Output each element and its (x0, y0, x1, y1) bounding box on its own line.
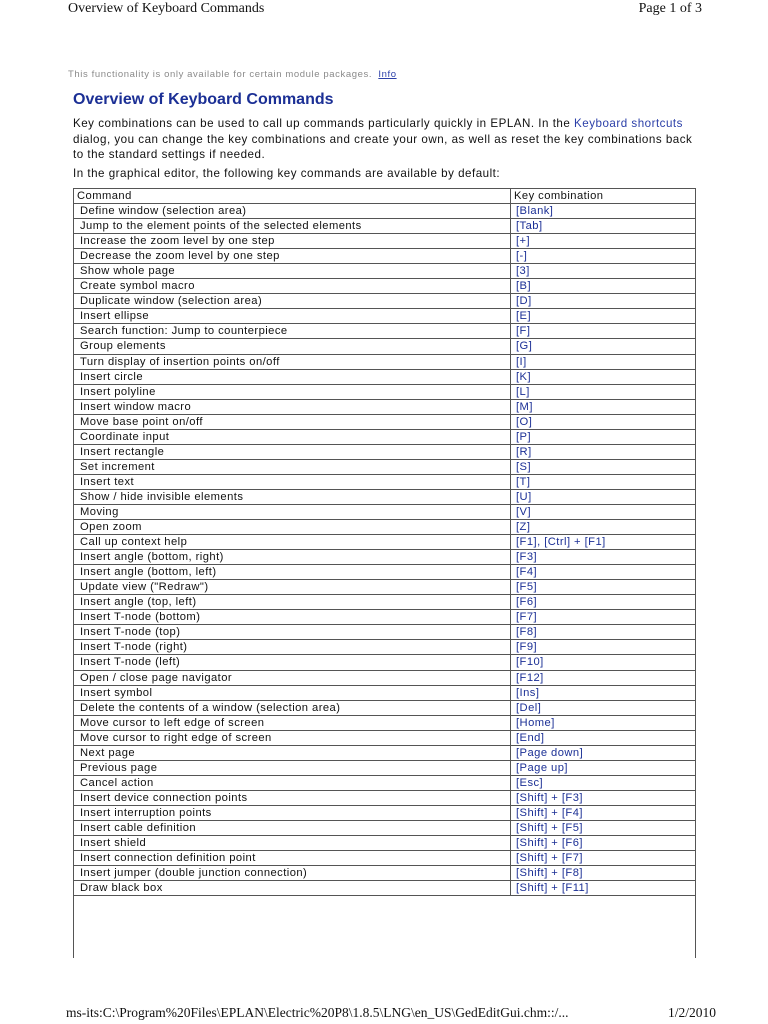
key-combination-cell: [K] (511, 369, 696, 384)
intro-paragraph (73, 116, 698, 163)
table-row (74, 866, 696, 881)
command-cell: Show whole page (74, 264, 511, 279)
print-footer-url: ms-its:C:\Program%20Files\EPLAN\Electric%20P8\1.8.5\LNG\en_US\GedEditGui.chm::/... (66, 1005, 569, 1020)
key-combination-cell: [Shift] + [F5] (511, 820, 696, 835)
command-cell: Move base point on/off (74, 414, 511, 429)
key-combination-cell: [F] (511, 324, 696, 339)
command-cell: Insert ellipse (74, 309, 511, 324)
command-cell: Draw black box (74, 881, 511, 896)
command-cell: Insert T-node (right) (74, 640, 511, 655)
key-combination-cell: [M] (511, 399, 696, 414)
key-combination-cell: [End] (511, 730, 696, 745)
key-combination-cell: [Shift] + [F4] (511, 805, 696, 820)
table-row (74, 851, 696, 866)
table-row (74, 790, 696, 805)
command-cell: Insert device connection points (74, 790, 511, 805)
key-combination-cell: [Page down] (511, 745, 696, 760)
command-cell: Insert shield (74, 836, 511, 851)
table-row (74, 279, 696, 294)
command-cell: Decrease the zoom level by one step (74, 249, 511, 264)
module-note-text: This functionality is only available for certain module packages. (68, 69, 373, 80)
key-combination-cell: [F8] (511, 625, 696, 640)
key-combination-cell: [Esc] (511, 775, 696, 790)
table-row (74, 881, 696, 896)
key-combination-cell: [Shift] + [F11] (511, 881, 696, 896)
print-header-page: Page 1 of 3 (638, 1, 702, 16)
command-cell: Show / hide invisible elements (74, 489, 511, 504)
table-row (74, 294, 696, 309)
command-cell: Insert interruption points (74, 805, 511, 820)
key-combination-cell: [F6] (511, 595, 696, 610)
table-row (74, 775, 696, 790)
table-row (74, 354, 696, 369)
command-cell: Insert polyline (74, 384, 511, 399)
command-cell: Move cursor to right edge of screen (74, 730, 511, 745)
key-combination-cell: [Tab] (511, 219, 696, 234)
table-row (74, 219, 696, 234)
table-row (74, 670, 696, 685)
command-cell: Group elements (74, 339, 511, 354)
command-cell: Moving (74, 504, 511, 519)
info-link[interactable]: Info (378, 69, 397, 80)
table-row (74, 640, 696, 655)
table-row (74, 204, 696, 219)
table-row (74, 685, 696, 700)
table-row (74, 264, 696, 279)
key-combination-cell: [S] (511, 459, 696, 474)
table-row (74, 474, 696, 489)
key-combination-cell: [F5] (511, 580, 696, 595)
command-cell: Previous page (74, 760, 511, 775)
key-combination-cell: [F12] (511, 670, 696, 685)
command-cell: Call up context help (74, 535, 511, 550)
key-combination-cell: [V] (511, 504, 696, 519)
key-combination-cell: [L] (511, 384, 696, 399)
key-combination-cell: [G] (511, 339, 696, 354)
table-row (74, 384, 696, 399)
intro-text-before: Key combinations can be used to call up commands particularly quickly in EPLAN. In the (73, 117, 575, 130)
key-combination-cell: [U] (511, 489, 696, 504)
command-cell: Insert T-node (left) (74, 655, 511, 670)
table-row (74, 309, 696, 324)
keyboard-commands-table (73, 188, 696, 896)
table-row (74, 805, 696, 820)
print-header-title: Overview of Keyboard Commands (68, 1, 265, 16)
table-row (74, 489, 696, 504)
table-row (74, 715, 696, 730)
table-row (74, 700, 696, 715)
key-combination-cell: [F9] (511, 640, 696, 655)
key-combination-cell: [O] (511, 414, 696, 429)
key-combination-cell: [Ins] (511, 685, 696, 700)
page-title: Overview of Keyboard Commands (73, 91, 334, 108)
command-cell: Open zoom (74, 520, 511, 535)
command-cell: Turn display of insertion points on/off (74, 354, 511, 369)
command-cell: Coordinate input (74, 429, 511, 444)
table-row (74, 836, 696, 851)
table-row (74, 610, 696, 625)
key-combination-cell: [P] (511, 429, 696, 444)
key-combination-cell: [-] (511, 249, 696, 264)
command-cell: Insert window macro (74, 399, 511, 414)
table-row (74, 444, 696, 459)
command-cell: Define window (selection area) (74, 204, 511, 219)
command-cell: Set increment (74, 459, 511, 474)
command-cell: Insert T-node (bottom) (74, 610, 511, 625)
key-combination-cell: [Shift] + [F3] (511, 790, 696, 805)
table-row (74, 760, 696, 775)
table-row (74, 399, 696, 414)
table-row (74, 324, 696, 339)
table-row (74, 520, 696, 535)
command-cell: Insert text (74, 474, 511, 489)
command-cell: Create symbol macro (74, 279, 511, 294)
command-cell: Cancel action (74, 775, 511, 790)
key-combination-cell: [F3] (511, 550, 696, 565)
key-combination-cell: [Blank] (511, 204, 696, 219)
table-row (74, 565, 696, 580)
table-row (74, 595, 696, 610)
table-row (74, 339, 696, 354)
column-header-key-combination: Key combination (511, 189, 696, 204)
command-cell: Next page (74, 745, 511, 760)
key-combination-cell: [Shift] + [F6] (511, 836, 696, 851)
command-cell: Insert rectangle (74, 444, 511, 459)
command-cell: Jump to the element points of the selected elements (74, 219, 511, 234)
table-row (74, 414, 696, 429)
print-header (66, 0, 702, 20)
key-combination-cell: [B] (511, 279, 696, 294)
key-combination-cell: [Shift] + [F8] (511, 866, 696, 881)
key-combination-cell: [E] (511, 309, 696, 324)
table-row (74, 429, 696, 444)
print-footer-date: 1/2/2010 (667, 1005, 716, 1020)
table-row (74, 249, 696, 264)
key-combination-cell: [R] (511, 444, 696, 459)
key-combination-cell: [Z] (511, 520, 696, 535)
command-cell: Insert T-node (top) (74, 625, 511, 640)
intro-text-after: dialog, you can change the key combinations and create your own, as well as reset the key combinations back to the standard settings if needed. (73, 132, 693, 161)
key-combination-cell: [F7] (511, 610, 696, 625)
key-combination-cell: [Del] (511, 700, 696, 715)
table-body (74, 204, 696, 896)
table-row (74, 369, 696, 384)
key-combination-cell: [F4] (511, 565, 696, 580)
command-cell: Increase the zoom level by one step (74, 234, 511, 249)
table-row (74, 535, 696, 550)
key-combination-cell: [F10] (511, 655, 696, 670)
key-combination-cell: [3] (511, 264, 696, 279)
command-cell: Duplicate window (selection area) (74, 294, 511, 309)
table-row (74, 234, 696, 249)
key-combination-cell: [+] (511, 234, 696, 249)
command-cell: Insert angle (bottom, right) (74, 550, 511, 565)
key-combination-cell: [T] (511, 474, 696, 489)
table-row (74, 550, 696, 565)
key-combination-cell: [Shift] + [F7] (511, 851, 696, 866)
command-cell: Insert circle (74, 369, 511, 384)
table-row (74, 625, 696, 640)
command-cell: Insert angle (top, left) (74, 595, 511, 610)
command-cell: Insert symbol (74, 685, 511, 700)
keyboard-shortcuts-link[interactable]: Keyboard shortcuts (574, 117, 683, 130)
table-row (74, 580, 696, 595)
table-header-row (74, 189, 696, 204)
key-combination-cell: [Home] (511, 715, 696, 730)
key-combination-cell: [F1], [Ctrl] + [F1] (511, 535, 696, 550)
table-row (74, 820, 696, 835)
table-row (74, 504, 696, 519)
command-cell: Insert angle (bottom, left) (74, 565, 511, 580)
command-cell: Move cursor to left edge of screen (74, 715, 511, 730)
table-lead-text: In the graphical editor, the following key commands are available by default: (73, 167, 501, 180)
table-row (74, 745, 696, 760)
command-cell: Insert jumper (double junction connection) (74, 866, 511, 881)
command-cell: Update view ("Redraw") (74, 580, 511, 595)
column-header-command: Command (74, 189, 511, 204)
table-row (74, 730, 696, 745)
module-availability-note (68, 69, 397, 80)
key-combination-cell: [D] (511, 294, 696, 309)
command-cell: Insert cable definition (74, 820, 511, 835)
command-cell: Search function: Jump to counterpiece (74, 324, 511, 339)
table-row (74, 459, 696, 474)
command-cell: Open / close page navigator (74, 670, 511, 685)
command-cell: Delete the contents of a window (selection area) (74, 700, 511, 715)
command-cell: Insert connection definition point (74, 851, 511, 866)
key-combination-cell: [I] (511, 354, 696, 369)
table-row (74, 655, 696, 670)
key-combination-cell: [Page up] (511, 760, 696, 775)
